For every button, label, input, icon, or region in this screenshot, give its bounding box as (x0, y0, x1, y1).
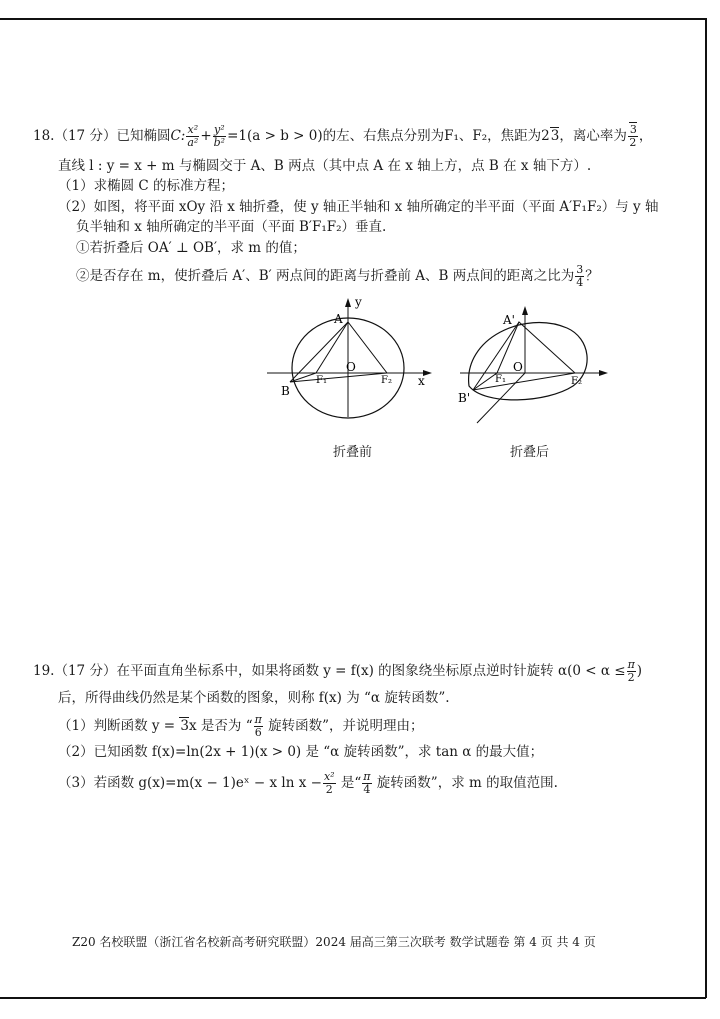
fraction-ratio (575, 264, 584, 289)
label-A-prime: A' (503, 313, 515, 327)
ellipse-name: C: (170, 128, 186, 144)
q19-part-1-c: 旋转函数”，并说明理由； (263, 718, 424, 734)
y-axis-arrow (522, 306, 528, 315)
frac-den: 2 (629, 136, 637, 149)
plus-sign: + (200, 128, 212, 144)
y-axis-arrow (345, 298, 351, 307)
q19-line-2: 后，所得曲线仍然是某个函数的图象，则称 f(x) 为 “α 旋转函数”. (58, 690, 450, 706)
caption-after: 折叠后 (510, 445, 550, 460)
frac-den: a² (187, 136, 199, 149)
label-O: O (346, 360, 356, 374)
fraction-pi-4 (362, 771, 371, 796)
frac-num: π (254, 713, 262, 726)
sqrt-3: 3 (550, 128, 560, 144)
q19-line-1-text: 19.（17 分）在平面直角坐标系中，如果将函数 y = f(x) 的图象绕坐标原点逆时针旋转 α(0 < α ≤ (33, 663, 626, 679)
q18-line-1 (33, 124, 652, 149)
page-border-top (0, 18, 706, 20)
triangle-BF1F2 (290, 373, 387, 382)
frac-num: x² (323, 770, 335, 783)
frac-den: 2 (325, 783, 333, 796)
close-paren: ) (636, 663, 643, 679)
label-y: y (355, 295, 362, 309)
page-footer: Z20 名校联盟（浙江省名校新高考研究联盟）2024 届高三第三次联考 数学试题卷 第 4 页 共 4 页 (72, 935, 596, 949)
fraction-pi-6 (254, 714, 263, 739)
label-F1: F₁ (316, 375, 327, 386)
label-F2: F₂ (381, 375, 392, 386)
fraction-x2-a2 (186, 124, 199, 149)
label-O: O (513, 360, 523, 374)
caption-before: 折叠前 (333, 445, 373, 460)
frac-den: 4 (576, 276, 584, 289)
q19-part-1 (58, 714, 424, 739)
frac-num: x² (187, 123, 199, 136)
q19-part-3 (58, 771, 558, 796)
frac-num: π (363, 770, 371, 783)
label-A: A (334, 312, 343, 326)
fraction-pi-2 (627, 659, 636, 684)
x-axis-arrow (599, 370, 608, 376)
q19-part-3-b: 是“ (336, 775, 362, 791)
page-border-bottom (0, 997, 706, 999)
q18-part-1: （1）求椭圆 C 的标准方程； (58, 178, 235, 194)
q19-line-1 (33, 659, 642, 684)
q18-part-2c: ①若折叠后 OA′ ⊥ OB′，求 m 的值； (76, 240, 306, 256)
sqrt-3: 3 (180, 718, 189, 734)
eccentricity-text: ，离心率为 (559, 128, 627, 144)
frac-num: π (627, 658, 635, 671)
figure-before-fold (262, 292, 437, 422)
ellipse-condition: =1(a > b > 0) (227, 128, 323, 144)
q19-part-3-c: 旋转函数”，求 m 的取值范围. (372, 775, 558, 791)
label-x: x (418, 374, 425, 388)
frac-num: y² (214, 123, 225, 136)
label-B-prime: B' (458, 391, 471, 405)
frac-den: b² (213, 136, 226, 149)
frac-den: 2 (627, 671, 635, 684)
q18-part-2d (76, 264, 599, 289)
triangle-AF1F2 (497, 322, 575, 373)
question-mark: ？ (585, 268, 599, 284)
q18-part-2b: 负半轴和 x 轴所确定的半平面（平面 B′F₁F₂）垂直. (76, 219, 387, 235)
fraction-x2-2 (323, 771, 336, 796)
q18-line-2: 直线 l : y = x + m 与椭圆交于 A、B 两点（其中点 A 在 x 轴上方，点 B 在 x 轴下方）. (58, 158, 592, 174)
frac-num: 3 (576, 263, 584, 276)
q19-part-1-a: （1）判断函数 y = (58, 718, 180, 734)
page-border-right (705, 18, 707, 998)
q19-part-1-b: x 是否为 “ (189, 718, 253, 734)
q19-part-3-a: （3）若函数 g(x)=m(x − 1)eˣ − x ln x − (58, 775, 322, 791)
frac-den: 4 (363, 783, 371, 796)
figure-after-fold (455, 298, 615, 428)
frac-num: 3 (629, 123, 637, 136)
q18-part-2d-text: ②是否存在 m，使折叠后 A′、B′ 两点间的距离与折叠前 A、B 两点间的距离之比为 (76, 268, 575, 284)
label-F2: F₂ (571, 376, 582, 387)
ellipse-folded (469, 323, 588, 400)
comma: ， (638, 128, 653, 144)
q18-part-2a: （2）如图，将平面 xOy 沿 x 轴折叠，使 y 轴正半轴和 x 轴所确定的半平面（平面 A′F₁F₂）与 y 轴 (58, 199, 659, 215)
label-B: B (281, 384, 290, 398)
label-F1: F₁ (495, 374, 506, 385)
q19-part-2: （2）已知函数 f(x)=ln(2x + 1)(x > 0) 是 “α 旋转函数”，求 tan α 的最大值； (58, 744, 544, 760)
q18-header: 18.（17 分）已知椭圆 (33, 128, 171, 144)
foci-text: 的左、右焦点分别为F₁、F₂，焦距为2 (322, 128, 550, 144)
triangle-BF1F2 (473, 373, 575, 390)
fraction-ecc (628, 124, 638, 149)
fraction-y2-b2 (213, 124, 226, 149)
frac-den: 6 (254, 726, 262, 739)
